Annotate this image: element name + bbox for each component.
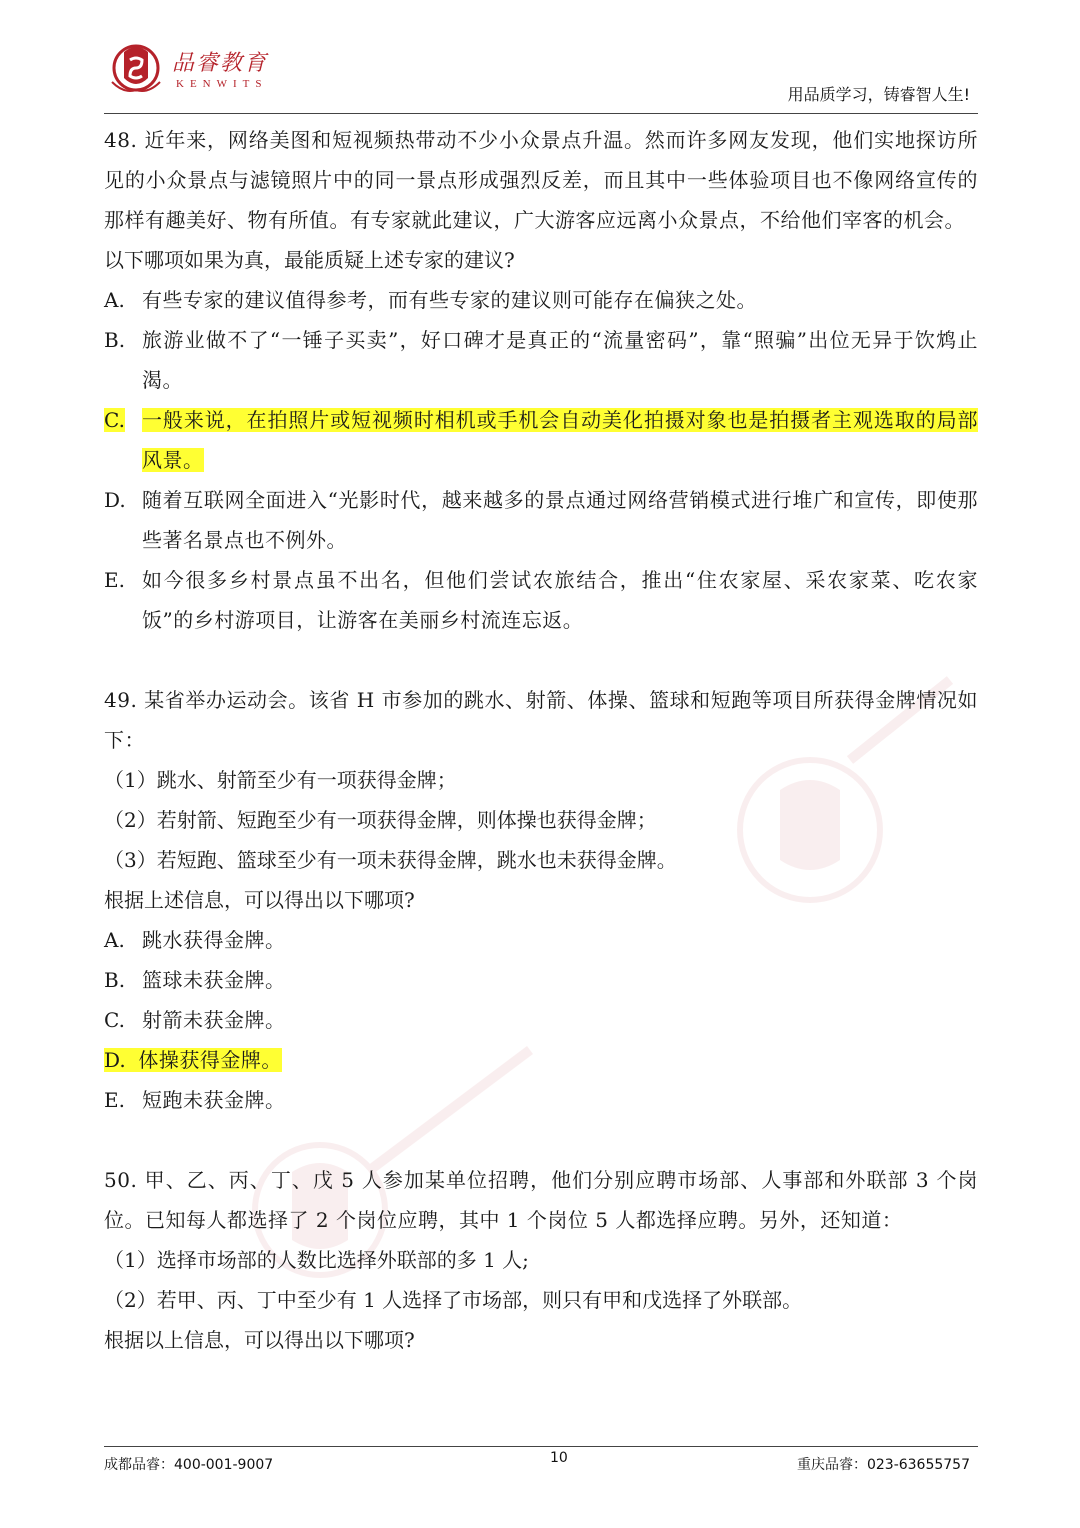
q50-question: 根据以上信息，可以得出以下哪项? <box>104 1328 415 1352</box>
q48-stem: 48. 近年来，网络美图和短视频热带动不少小众景点升温。然而许多网友发现，他们实地探访所见的小众景点与滤镜照片中的同一景点形成强烈反差，而且其中一些体验项目也不像网络宣传的那样有趣美好、物有所值。有专家就此建议，广大游客应远离小众景点，不给他们宰客的机会。 <box>104 128 978 232</box>
option-text: 有些专家的建议值得参考，而有些专家的建议则可能存在偏狭之处。 <box>142 288 757 312</box>
logo-chinese-name: 品睿教育 <box>172 51 269 76</box>
q49-question: 根据上述信息，可以得出以下哪项? <box>104 888 415 912</box>
header-divider <box>104 113 978 114</box>
option-key: D. <box>104 488 126 512</box>
option-key: C. <box>104 1008 125 1032</box>
q50-condition-2: （2）若甲、丙、丁中至少有 1 人选择了市场部，则只有甲和戊选择了外联部。 <box>104 1288 803 1312</box>
q50-stem: 50. 甲、乙、丙、丁、戊 5 人参加某单位招聘，他们分别应聘市场部、人事部和外联部 3 个岗位。已知每人都选择了 2 个岗位应聘，其中 1 个岗位 5 人都选择应聘。另外，还知道： <box>104 1168 978 1232</box>
q49-option-b[interactable] <box>104 960 978 1000</box>
q49-option-d-answer[interactable] <box>104 1040 978 1080</box>
option-text: 射箭未获金牌。 <box>142 1008 286 1032</box>
q48-option-d[interactable] <box>104 480 978 560</box>
question-content <box>104 120 978 1360</box>
q49-option-e[interactable] <box>104 1080 978 1120</box>
page-header <box>104 38 978 114</box>
option-text: 旅游业做不了“一锤子买卖”，好口碑才是真正的“流量密码”，靠“照骗”出位无异于饮鸩止渴。 <box>142 328 978 392</box>
page-footer <box>104 1450 978 1480</box>
option-text: 短跑未获金牌。 <box>142 1088 286 1112</box>
q49-stem: 49. 某省举办运动会。该省 H 市参加的跳水、射箭、体操、篮球和短跑等项目所获得金牌情况如下： <box>104 688 978 752</box>
brand-logo <box>104 38 274 102</box>
header-slogan: 用品质学习，铸睿智人生! <box>787 85 970 104</box>
q48-option-a[interactable] <box>104 280 978 320</box>
option-text-highlighted: 体操获得金牌。 <box>138 1048 282 1072</box>
option-key: E. <box>104 1088 125 1112</box>
q48-option-e[interactable] <box>104 560 978 640</box>
option-text: 如今很多乡村景点虽不出名，但他们尝试农旅结合，推出“住农家屋、采农家菜、吃农家饭”的乡村游项目，让游客在美丽乡村流连忘返。 <box>142 568 978 632</box>
q48-option-b[interactable] <box>104 320 978 400</box>
q48-option-c-answer[interactable] <box>104 400 978 480</box>
q49-option-c[interactable] <box>104 1000 978 1040</box>
q49-condition-3: （3）若短跑、篮球至少有一项未获得金牌，跳水也未获得金牌。 <box>104 848 677 872</box>
option-text-highlighted: 一般来说，在拍照片或短视频时相机或手机会自动美化拍摄对象也是拍摄者主观选取的局部风景。 <box>142 408 978 472</box>
option-key: B. <box>104 968 126 992</box>
option-key: A. <box>104 928 125 952</box>
option-key: A. <box>104 288 125 312</box>
option-key: B. <box>104 328 126 352</box>
footer-divider <box>104 1446 978 1447</box>
option-text: 篮球未获金牌。 <box>142 968 286 992</box>
page-number: 10 <box>550 1450 568 1466</box>
logo-english-name: KENWITS <box>176 78 268 90</box>
option-text: 随着互联网全面进入“光影时代，越来越多的景点通过网络营销模式进行堆广和宣传，即使那些著名景点也不例外。 <box>142 488 978 552</box>
option-key: D. <box>104 1048 126 1072</box>
q48-question: 以下哪项如果为真，最能质疑上述专家的建议? <box>104 248 515 272</box>
logo-emblem-icon <box>104 38 168 102</box>
option-key: C. <box>104 408 125 432</box>
option-text: 跳水获得金牌。 <box>142 928 286 952</box>
q50-condition-1: （1）选择市场部的人数比选择外联部的多 1 人; <box>104 1248 529 1272</box>
q49-condition-1: （1）跳水、射箭至少有一项获得金牌； <box>104 768 457 792</box>
q49-option-a[interactable] <box>104 920 978 960</box>
q49-condition-2: （2）若射箭、短跑至少有一项获得金牌，则体操也获得金牌； <box>104 808 657 832</box>
footer-chengdu-phone: 成都品睿：400-001-9007 <box>104 1457 274 1473</box>
option-key: E. <box>104 568 125 592</box>
footer-chongqing-phone: 重庆品睿：023-63655757 <box>796 1457 970 1473</box>
